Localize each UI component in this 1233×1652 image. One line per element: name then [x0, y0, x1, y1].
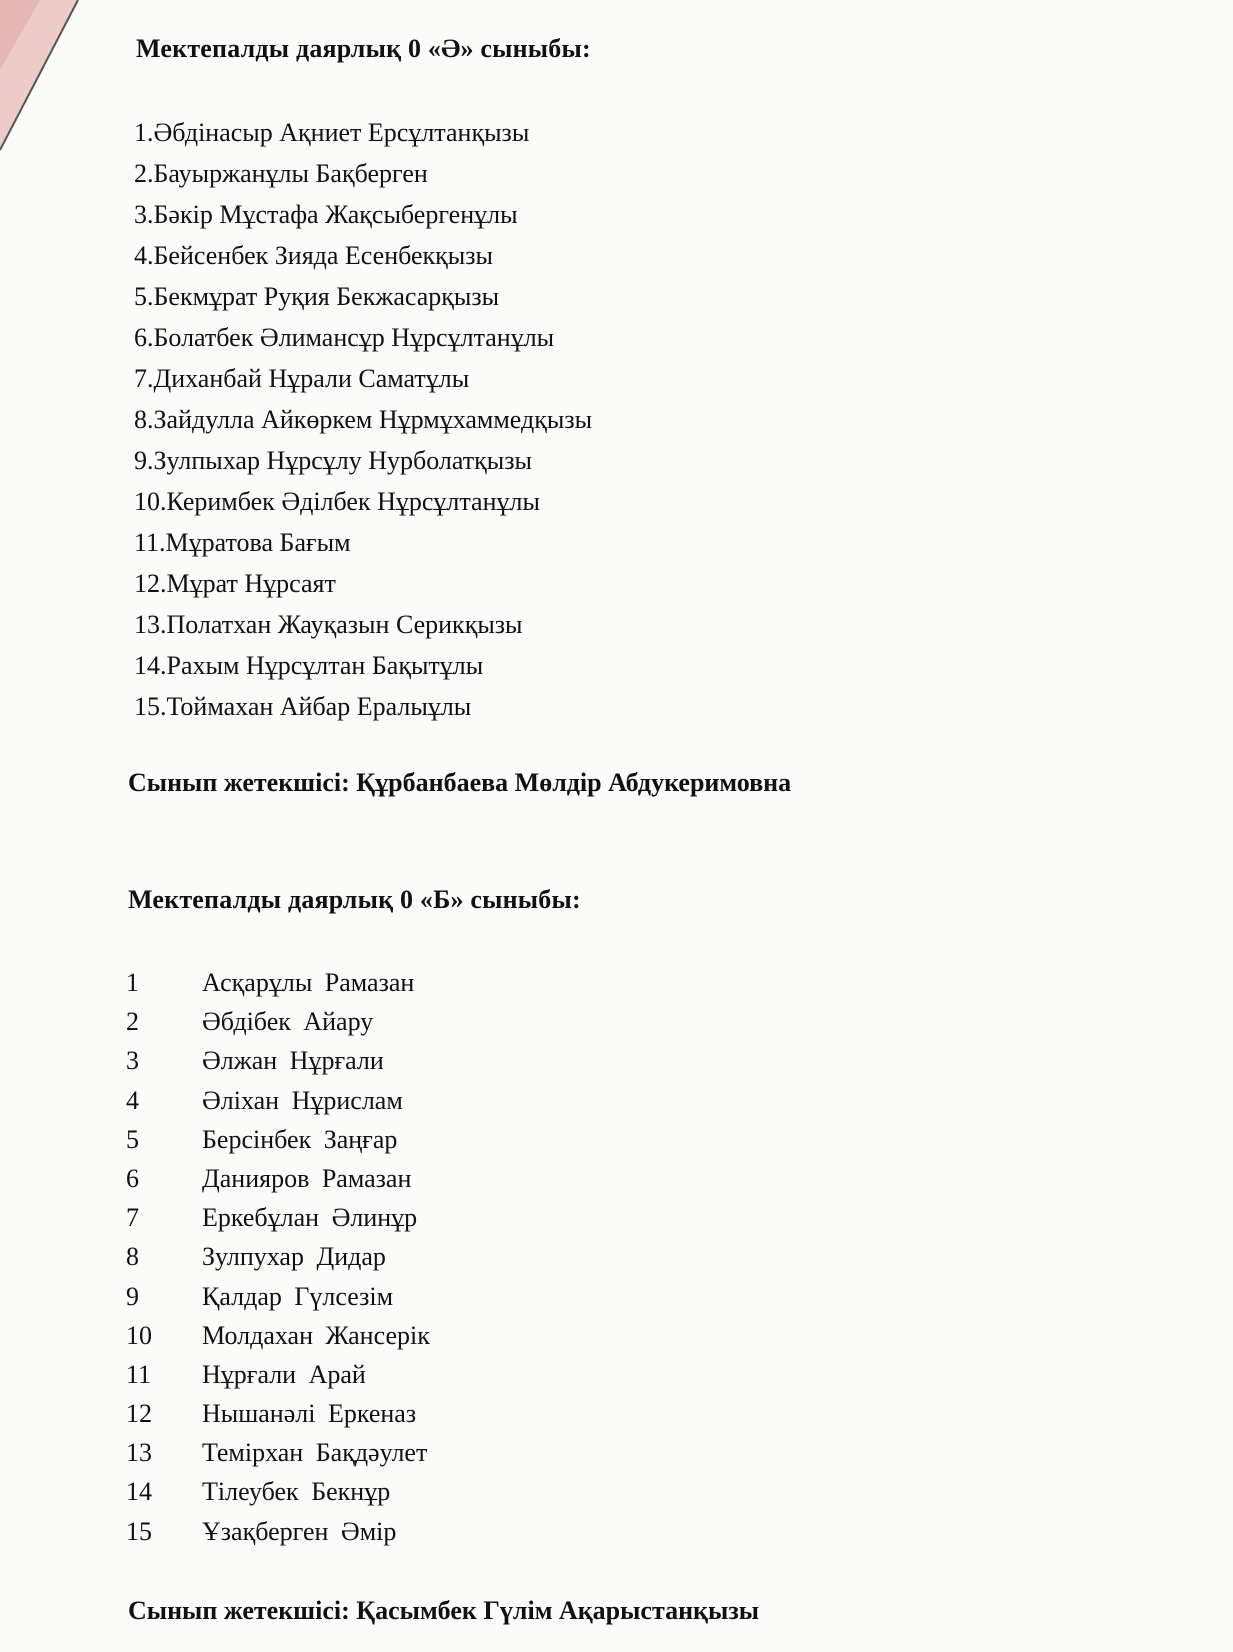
student-list-item	[126, 1159, 430, 1198]
student-number: 6	[126, 1163, 139, 1193]
student-name: Әбдібек Айару	[202, 1007, 374, 1037]
student-number: 12	[126, 1399, 152, 1429]
student-list-item: 9.Зулпыхар Нұрсұлу Нурболатқызы	[134, 446, 532, 475]
student-name: Темірхан Бақдәулет	[202, 1438, 428, 1468]
student-list-item: 2.Бауыржанұлы Бақберген	[134, 159, 428, 188]
student-name: Асқарұлы Рамазан	[202, 968, 415, 997]
student-number: 15	[126, 1516, 152, 1546]
student-list-item: 3.Бәкір Мұстафа Жақсыбергенұлы	[134, 200, 518, 229]
student-name: Тілеубек Бекнұр	[202, 1477, 391, 1507]
class-b-teacher: Сынып жетекшісі: Қасымбек Гүлім Ақарыстанқызы	[128, 1596, 760, 1625]
class-b-heading: Мектепалды даярлық 0 «Б» сыныбы:	[128, 885, 581, 914]
student-number: 9	[126, 1281, 139, 1311]
student-list-item	[126, 1237, 430, 1276]
student-list-item: 14.Рахым Нұрсұлтан Бақытұлы	[134, 651, 484, 680]
student-list-item	[126, 1316, 430, 1355]
student-list-item: 13.Полатхан Жауқазын Серикқызы	[134, 610, 523, 639]
student-name: Ұзақберген Әмір	[202, 1516, 397, 1546]
student-name: Нұрғали Арай	[202, 1359, 366, 1389]
student-list-item	[126, 1120, 430, 1159]
student-number: 7	[126, 1203, 139, 1233]
student-number: 5	[126, 1124, 139, 1154]
student-list-item: 8.Зайдулла Айкөркем Нұрмұхаммедқызы	[134, 405, 593, 434]
student-name: Әлжан Нұрғали	[202, 1046, 384, 1076]
student-list-item	[126, 1394, 430, 1433]
student-list-item	[126, 1081, 430, 1120]
student-number: 8	[126, 1242, 139, 1272]
student-name: Қалдар Гүлсезім	[202, 1281, 394, 1311]
student-number: 1	[126, 968, 139, 997]
student-list-item: 11.Мұратова Бағым	[134, 528, 351, 557]
student-list-item	[126, 1512, 430, 1551]
student-list-item	[126, 1277, 430, 1316]
student-list-item: 10.Керимбек Әділбек Нұрсұлтанұлы	[134, 487, 540, 516]
student-list-item	[126, 1041, 430, 1080]
student-name: Берсінбек Заңғар	[202, 1124, 398, 1154]
student-name: Әліхан Нұрислам	[202, 1085, 403, 1115]
student-list-item: 6.Болатбек Әлимансұр Нұрсұлтанұлы	[134, 323, 555, 352]
student-name: Нышанәлі Еркеназ	[202, 1399, 417, 1429]
student-list-item	[126, 1355, 430, 1394]
class-a-heading: Мектепалды даярлық 0 «Ә» сыныбы:	[136, 34, 591, 63]
student-list-item	[126, 1002, 430, 1041]
student-name: Молдахан Жансерік	[202, 1320, 430, 1350]
student-list-item: 12.Мұрат Нұрсаят	[134, 569, 336, 598]
student-list-item	[126, 1472, 430, 1511]
student-number: 11	[126, 1359, 152, 1389]
student-list-item: 4.Бейсенбек Зияда Есенбекқызы	[134, 241, 494, 270]
student-list-item	[126, 1433, 430, 1472]
student-list-item: 7.Диханбай Нұрали Саматұлы	[134, 364, 470, 393]
student-name: Зулпухар Дидар	[202, 1242, 386, 1272]
student-number: 14	[126, 1477, 152, 1507]
student-number: 2	[126, 1007, 139, 1037]
student-list-item: 15.Тоймахан Айбар Ералыұлы	[134, 692, 472, 721]
student-name: Данияров Рамазан	[202, 1163, 412, 1193]
student-list-item	[126, 1198, 430, 1237]
student-list-item: 5.Бекмұрат Руқия Бекжасарқызы	[134, 282, 500, 311]
student-name: Еркебұлан Әлинұр	[202, 1203, 418, 1233]
class-b-student-list	[126, 963, 430, 1551]
student-number: 10	[126, 1320, 152, 1350]
class-a-student-list	[134, 112, 592, 727]
student-number: 13	[126, 1438, 152, 1468]
student-number: 3	[126, 1046, 139, 1076]
student-number: 4	[126, 1085, 139, 1115]
student-list-item: 1.Әбдінасыр Ақниет Ерсұлтанқызы	[134, 118, 530, 147]
student-list-item	[126, 963, 430, 1002]
class-a-teacher: Сынып жетекшісі: Құрбанбаева Мөлдір Абдукеримовна	[128, 768, 792, 797]
